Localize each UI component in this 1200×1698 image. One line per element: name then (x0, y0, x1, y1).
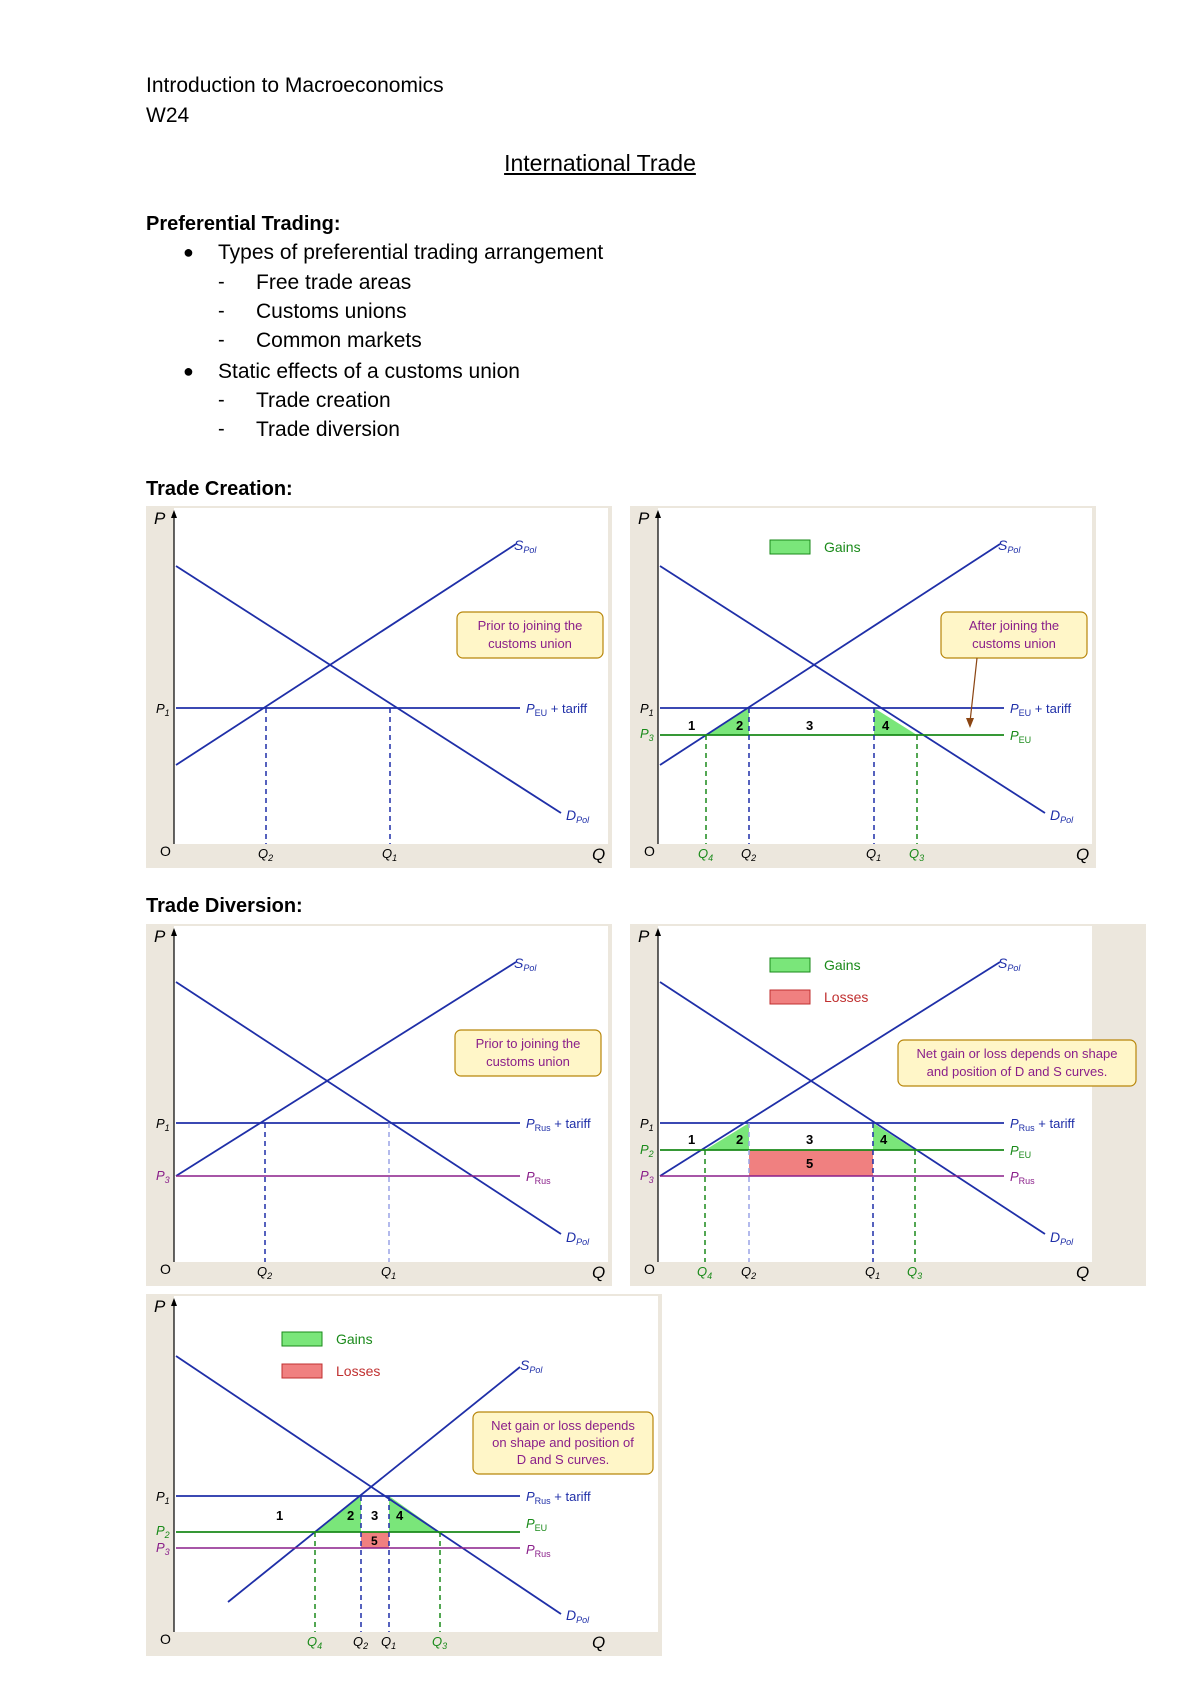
callout-text: D and S curves. (516, 1452, 610, 1467)
legend-gains-swatch (770, 958, 810, 972)
p1-label: $P_1$ (156, 1489, 170, 1506)
p1-label: $P_1$ (640, 701, 654, 718)
demand-label: $D_{Pol}$ (1050, 807, 1074, 825)
figure-trade-diversion-alternative (146, 1294, 662, 1656)
price-tariff-label: $P_{Rus}$ + tariff (526, 1489, 591, 1506)
diagram-svg (146, 1294, 662, 1656)
region-label: 4 (396, 1508, 404, 1523)
x-axis-label: Q (1076, 845, 1090, 864)
supply-label: $S_{Pol}$ (520, 1357, 543, 1375)
y-axis-label: P (154, 1297, 166, 1316)
q3-label: $Q_3$ (907, 1264, 923, 1281)
region-label: 4 (882, 718, 890, 733)
figure-trade-diversion-before (146, 924, 612, 1286)
price-rus-label: $P_{Rus}$ (526, 1169, 551, 1186)
plot-area (174, 508, 608, 844)
y-axis-label: P (638, 509, 650, 528)
sub-item: Free trade areas (256, 271, 412, 294)
legend-gains-label: Gains (336, 1331, 373, 1347)
region-label: 2 (736, 1132, 744, 1147)
origin-label: O (160, 1631, 171, 1647)
q1-label: $Q_1$ (865, 1264, 881, 1281)
figure-trade-creation-before (146, 506, 612, 868)
legend-gains-swatch (282, 1332, 322, 1346)
x-axis-label: Q (1076, 1263, 1090, 1282)
sub-item: Customs unions (256, 300, 407, 323)
price-tariff-label: $P_{EU}$ + tariff (526, 701, 588, 718)
callout-text: Prior to joining the (475, 1036, 581, 1051)
region-label: 5 (806, 1156, 814, 1171)
q2-label: $Q_2$ (741, 846, 757, 863)
plot-area (658, 508, 1092, 844)
dash-marker: - (218, 271, 225, 293)
y-axis-label: P (154, 509, 166, 528)
p1-label: $P_1$ (156, 701, 170, 718)
region-label: 4 (880, 1132, 888, 1147)
price-rus-label: $P_{Rus}$ (526, 1542, 551, 1559)
x-axis-label: Q (592, 1633, 606, 1652)
callout-text: After joining the (968, 618, 1060, 633)
diagram-svg (630, 924, 1146, 1286)
origin-label: O (644, 1261, 655, 1277)
p3-label: $P_3$ (156, 1168, 170, 1185)
price-rus-label: $P_{Rus}$ (1010, 1169, 1035, 1186)
q4-label: $Q_4$ (307, 1634, 323, 1651)
section-heading-preferential: Preferential Trading: (146, 213, 341, 235)
term-label: W24 (146, 104, 190, 127)
region-label: 1 (688, 718, 696, 733)
price-tariff-label: $P_{EU}$ + tariff (1010, 701, 1072, 718)
sub-item: Trade creation (256, 389, 391, 412)
bullet-item: Types of preferential trading arrangement (218, 241, 604, 264)
supply-label: $S_{Pol}$ (998, 537, 1021, 555)
q1-label: $Q_1$ (382, 846, 398, 863)
callout-text: customs union (486, 1054, 570, 1069)
demand-label: $D_{Pol}$ (566, 1607, 590, 1625)
p3-label: $P_3$ (640, 1168, 654, 1185)
page-title: International Trade (504, 150, 696, 176)
p2-label: $P_2$ (156, 1523, 170, 1540)
supply-label: $S_{Pol}$ (514, 955, 537, 973)
q3-label: $Q_3$ (909, 846, 925, 863)
region-label: 3 (806, 1132, 814, 1147)
p3-label: $P_3$ (156, 1540, 170, 1557)
region-label: 3 (806, 718, 814, 733)
y-axis-label: P (638, 927, 650, 946)
q2-label: $Q_2$ (353, 1634, 369, 1651)
price-tariff-label: $P_{Rus}$ + tariff (526, 1116, 591, 1133)
demand-label: $D_{Pol}$ (1050, 1229, 1074, 1247)
legend-losses-swatch (282, 1364, 322, 1378)
p1-label: $P_1$ (156, 1116, 170, 1133)
callout-text: Net gain or loss depends (491, 1418, 635, 1433)
section-heading-diversion: Trade Diversion: (146, 895, 303, 917)
legend-gains-label: Gains (824, 957, 861, 973)
region-label: 1 (688, 1132, 696, 1147)
legend-losses-label: Losses (824, 989, 869, 1005)
supply-label: $S_{Pol}$ (998, 955, 1021, 973)
q3-label: $Q_3$ (432, 1634, 448, 1651)
supply-label: $S_{Pol}$ (514, 537, 537, 555)
sub-item: Trade diversion (256, 418, 400, 441)
legend-gains-swatch (770, 540, 810, 554)
plot-area (658, 926, 1092, 1262)
dash-marker: - (218, 389, 225, 411)
origin-label: O (160, 1261, 171, 1277)
bullet-dot-icon: ● (183, 242, 194, 262)
p1-label: $P_1$ (640, 1116, 654, 1133)
p3-label: $P_3$ (640, 726, 654, 743)
region-label: 1 (276, 1508, 284, 1523)
sub-item: Common markets (256, 329, 422, 352)
price-eu-label: $P_{EU}$ (1010, 728, 1032, 745)
q4-label: $Q_4$ (697, 1264, 713, 1281)
p2-label: $P_2$ (640, 1142, 654, 1159)
diagram-svg (146, 506, 612, 868)
callout-text: and position of D and S curves. (926, 1064, 1108, 1079)
figure-trade-creation-after (630, 506, 1096, 868)
q1-label: $Q_1$ (381, 1634, 397, 1651)
course-name: Introduction to Macroeconomics (146, 74, 444, 97)
callout-text: Prior to joining the (477, 618, 583, 633)
price-eu-label: $P_{EU}$ (1010, 1143, 1032, 1160)
dash-marker: - (218, 418, 225, 440)
diagram-svg (630, 506, 1096, 868)
demand-label: $D_{Pol}$ (566, 807, 590, 825)
plot-area (174, 926, 608, 1262)
origin-label: O (160, 843, 171, 859)
bullet-item: Static effects of a customs union (218, 360, 520, 383)
region-label: 3 (371, 1508, 379, 1523)
legend-gains-label: Gains (824, 539, 861, 555)
demand-label: $D_{Pol}$ (566, 1229, 590, 1247)
dash-marker: - (218, 300, 225, 322)
figure-trade-diversion-after (630, 924, 1146, 1286)
q2-label: $Q_2$ (258, 846, 274, 863)
callout-text: on shape and position of (492, 1435, 634, 1450)
legend-losses-swatch (770, 990, 810, 1004)
x-axis-label: Q (592, 845, 606, 864)
legend-losses-label: Losses (336, 1363, 381, 1379)
y-axis-label: P (154, 927, 166, 946)
q4-label: $Q_4$ (698, 846, 714, 863)
bullet-dot-icon: ● (183, 361, 194, 381)
price-tariff-label: $P_{Rus}$ + tariff (1010, 1116, 1075, 1133)
region-label: 5 (371, 1534, 378, 1548)
dash-marker: - (218, 329, 225, 351)
x-axis-label: Q (592, 1263, 606, 1282)
callout-text: customs union (972, 636, 1056, 651)
diagram-svg (146, 924, 612, 1286)
price-eu-label: $P_{EU}$ (526, 1516, 548, 1533)
q1-label: $Q_1$ (381, 1264, 397, 1281)
region-label: 2 (347, 1508, 355, 1523)
region-label: 2 (736, 718, 744, 733)
q2-label: $Q_2$ (741, 1264, 757, 1281)
callout-text: customs union (488, 636, 572, 651)
section-heading-creation: Trade Creation: (146, 478, 293, 500)
q2-label: $Q_2$ (257, 1264, 273, 1281)
origin-label: O (644, 843, 655, 859)
q1-label: $Q_1$ (866, 846, 882, 863)
callout-text: Net gain or loss depends on shape (916, 1046, 1118, 1061)
